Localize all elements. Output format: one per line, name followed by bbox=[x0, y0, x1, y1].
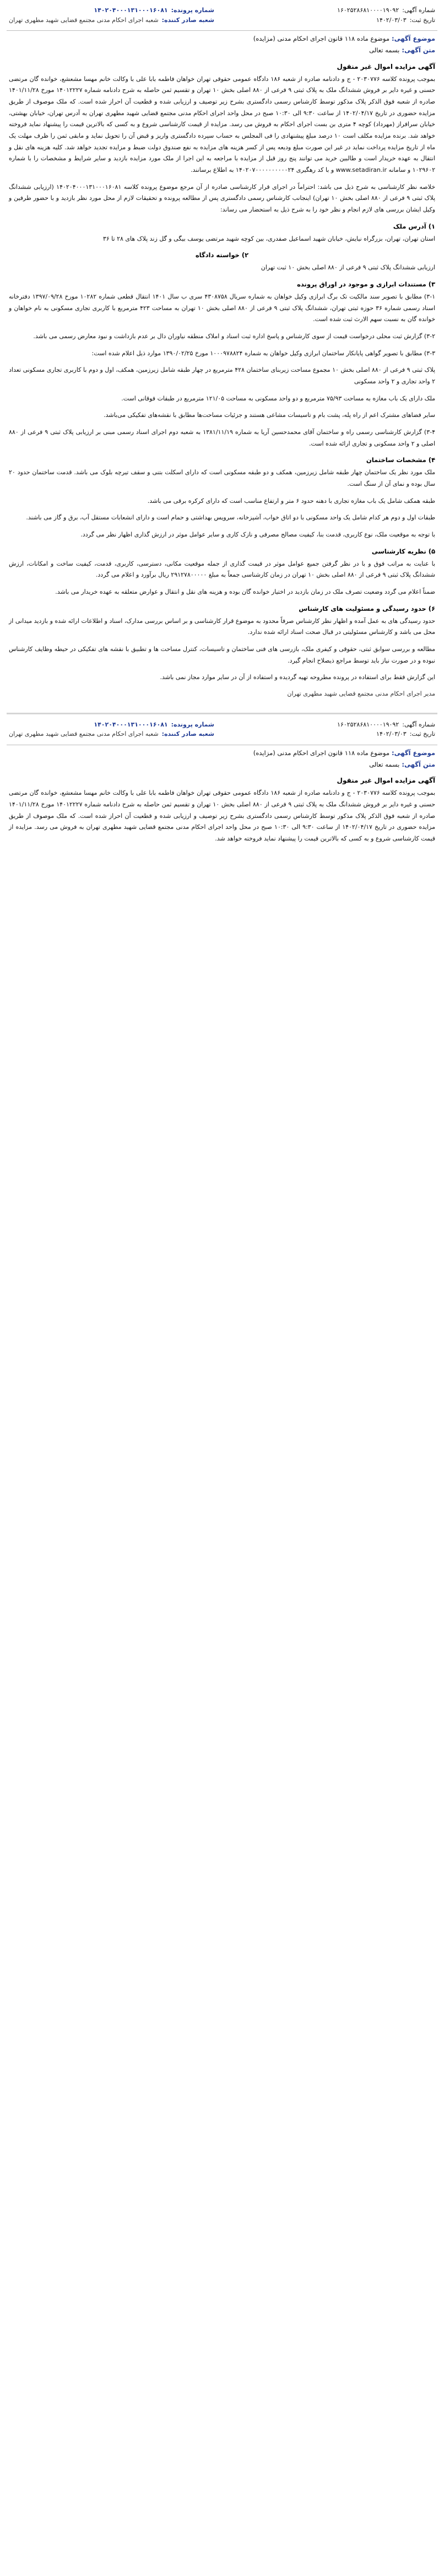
section-docs-p1: ۳-۱) مطابق با تصویر سند مالکیت تک برگ ابرازی وکیل خواهان به شماره سریال ۴۳۰۸۷۵۸ سری ب سال ۱۴۰۱ انتقال قطعی شماره ۱۰۲۸۲ مورخ ۱۳۹۷/۰۹/۲۸ دفترخانه اسناد رسمی شماره ۳۶ حوزه ثبتی تهران، ششدانگ پلاک ثبتی ۹ فرعی از ۸۸۰ اصلی بخش ۱۰ تهران به مساحت ۴۲۳ مترمربع با کاربری تجاری مسکونی به نام خواهان و خوانده گان به نسبت سهم الارث ثبت شده است. bbox=[9, 292, 436, 323]
ad-number-label: شماره آگهی: bbox=[402, 7, 435, 14]
branch-name-2: شعبه اجرای احکام مدنی مجتمع قضایی شهید مطهری تهران bbox=[9, 730, 159, 738]
branch-label-2: شعبه صادر کننده: bbox=[161, 730, 214, 738]
section-building-p4: با توجه به موقعیت ملک، نوع کاربری، قدمت بنا، کیفیت مصالح مصرفی و نازک کاری و سایر عوامل موثر در ارزش گذاری اظهار نظر می گردد. bbox=[80, 531, 435, 539]
branch-label: شعبه صادر کننده: bbox=[161, 16, 214, 24]
ad-number-2: ۱۶۰۲۵۲۸۶۸۱۰۰۰۰۱۹۰۹۲ bbox=[337, 720, 399, 728]
notice-header-2 bbox=[7, 715, 437, 745]
section-opinion-p1: با عنایت به مراتب فوق و با در نظر گرفتن جمیع عوامل موثر در قیمت گذاری از جمله موقعیت مکانی، دسترسی، کاربری، قدمت، کیفیت ساخت و امکانات، ارزش ششدانگ پلاک ثبتی ۹ فرعی از ۸۸۰ اصلی بخش ۱۰ تهران در زمان کارشناسی جمعاً به مبلغ ۲۹۱۲۷۸۰۰۰۰۰ ریال برآورد و اعلام می گردد. bbox=[9, 560, 435, 579]
section-scope-title: ۶) حدود رسیدگی و مسئولیت های کارشناس bbox=[299, 604, 435, 612]
header-right bbox=[337, 6, 435, 25]
section-opinion-title: ۵) نظریه کارشناسی bbox=[371, 547, 435, 555]
case-number-2: ۱۴۰۲۰۴۰۰۰۱۳۱۰۰۰۱۶۰۸۱ bbox=[94, 720, 168, 728]
section-docs-title: ۳) مستندات ابرازی و موجود در اوراق پرونده bbox=[297, 280, 435, 288]
ad-number-label-2: شماره آگهی: bbox=[402, 720, 435, 728]
section-request-title: ۲) خواسته دادگاه bbox=[195, 251, 249, 259]
branch-name: شعبه اجرای احکام مدنی مجتمع قضایی شهید مطهری تهران bbox=[9, 16, 159, 24]
section-opinion-p2: ضمناً اعلام می گردد وضعیت تصرف ملک در زمان بازدید در اختیار خوانده گان بوده و هزینه های نقل و انتقال و عوارض متعلقه به عهده خریدار می باشد. bbox=[55, 588, 435, 596]
intro-paragraph: بموجب پرونده کلاسه ۲۰۳۰۷۷۶ - ج و دادنامه صادره از شعبه ۱۸۶ دادگاه عمومی حقوقی تهران خواهان فاطمه بابا علی با وکالت خانم مهسا مشعشع، خوانده گان مرتضی حسنی و غیره دایر بر فروش ششدانگ ملک به پلاک ثبتی ۹ فرعی از ۸۸۰ اصلی بخش ۱۰ تهران و تقسیم ثمن حاصله به شرح دادنامه شماره ۱۴۰۱۲۲۲۷ مورخ ۱۴۰۱/۱۱/۲۸ صادره از شعبه فوق الذکر پلاک مذکور توسط کارشناس رسمی دادگستری بشرح زیر توصیف و ارزیابی شده و قطعیت آن احراز شده است. که ملک موصوف از طریق مزایده حضوری در تاریخ ۱۴۰۲/۰۴/۱۷ از ساعت ۹:۳۰ الی ۱۰:۳۰ صبح در محل واحد اجرای احکام مدنی مجتمع قضایی شهید مطهری تهران به آدرس تهران، خیابان بهشتی، خیابان سرافراز (مهرداد) کوچه ۴ متری بن بست اجرای احکام به فروش می رسد. مزایده از قیمت کارشناسی شروع و به کسی که بالاترین قیمت را پیشنهاد نماید فروخته خواهد شد. برنده مزایده مکلف است ۱۰ درصد مبلغ پیشنهادی را فی المجلس به حساب سپرده دادگستری واریز و قبض آن را تحویل نماید و مابقی ثمن را ظرف مهلت یک ماه از تاریخ مزایده پرداخت نماید در غیر این صورت مبلغ ودیعه پس از کسر هزینه های مزایده به نفع صندوق دولت ضبط و مزایده تجدید خواهد شد. کلیه هزینه های نقل و انتقال به عهده خریدار است و طالبین خرید می توانند پنج روز قبل از مزایده با مراجعه به این اجرا از ملک مورد مزایده بازدید و سایر شرایط و مشخصات را با شماره ۱۰۲۹۶۰۲ و سامانه www.setadiran.ir و با کد رهگیری ۱۴۰۲۰۷۰۰۰۰۰۰۰۰۰۰۲۴ به اطلاع برسانند. bbox=[9, 75, 435, 173]
reg-date-label: تاریخ ثبت: bbox=[409, 16, 435, 24]
notice-block-2 bbox=[7, 714, 437, 845]
case-number-label-2: شماره پرونده: bbox=[171, 720, 214, 728]
body-label: متن آگهی: bbox=[402, 46, 435, 54]
section-building-p3: طبقات اول و دوم هر کدام شامل یک واحد مسکونی با دو اتاق خواب، آشپزخانه، سرویس بهداشتی و حمام است و دارای انشعابات مستقل آب، برق و گاز می باشند. bbox=[26, 514, 435, 522]
section-building-p2: طبقه همکف شامل یک باب مغازه تجاری با دهنه حدود ۶ متر و ارتفاع مناسب است که دارای کرکره برقی می باشد. bbox=[147, 497, 435, 505]
reg-date-label-2: تاریخ ثبت: bbox=[409, 730, 435, 738]
section-docs-p3: ۳-۳) مطابق با تصویر گواهی پایانکار ساختمان ابرازی وکیل خواهان به شماره ۱۰۰۰۹۷۸۸۲۴ مورخ ۱۳۹۰/۰۲/۲۵ موارد ذیل اعلام شده است: bbox=[91, 349, 435, 357]
reg-date-2: ۱۴۰۲/۰۳/۰۳ bbox=[376, 730, 407, 738]
notice-title: آگهی مزایده اموال غیر منقول bbox=[337, 62, 435, 70]
section-scope-p3: این گزارش فقط برای استفاده در پرونده مطروحه تهیه گردیده و استفاده از آن در سایر موارد مجاز نمی باشد. bbox=[160, 674, 435, 681]
body-heading: بسمه تعالی bbox=[369, 46, 400, 54]
expert-intro-paragraph: خلاصه نظر کارشناسی به شرح ذیل می باشد: احتراماً در اجرای قرار کارشناسی صادره از آن مرجع موضوع پرونده کلاسه ۱۴۰۲۰۴۰۰۰۱۳۱۰۰۰۱۶۰۸۱ (ارزیابی ششدانگ پلاک ثبتی ۹ فرعی از ۸۸۰ اصلی بخش ۱۰ تهران) اینجانب کارشناس رسمی دادگستری پس از مطالعه پرونده و تحقیقات لازم از محل مورد نظر بازدید و با حضور طرفین و وکیل ایشان بررسی های لازم انجام و نظر خود را به شرح ذیل به استحضار می رساند: bbox=[9, 183, 436, 213]
subject: موضوع ماده ۱۱۸ قانون اجرای احکام مدنی (مزایده) bbox=[253, 35, 390, 43]
notice-meta-2 bbox=[7, 745, 437, 772]
case-number: ۱۴۰۲۰۴۰۰۰۱۳۱۰۰۰۱۶۰۸۱ bbox=[94, 7, 168, 14]
section-scope-p1: حدود رسیدگی های به عمل آمده و اظهار نظر کارشناس صرفاً محدود به موضوع قرار کارشناسی و بر اساس بررسی مدارک، اسناد و اطلاعات ارائه شده و بازدید میدانی از محل می باشد و کارشناس مسئولیتی در قبال صحت اسناد ارائه شده ندارد. bbox=[9, 617, 435, 636]
case-number-label: شماره پرونده: bbox=[171, 7, 214, 14]
reg-date: ۱۴۰۲/۰۳/۰۳ bbox=[376, 16, 407, 24]
section-docs-p4: ملک دارای یک باب مغازه به مساحت ۷۵/۹۳ مترمربع و دو واحد مسکونی به مساحت ۱۲۱/۰۵ مترمربع در طبقات فوقانی است. bbox=[121, 394, 435, 402]
subject-label-2: موضوع آگهی: bbox=[392, 749, 435, 757]
notice-header bbox=[7, 1, 437, 31]
section-address-text: استان تهران، تهران، بزرگراه نیایش، خیابان شهید اسماعیل صفدری، بین کوچه شهید مرتضی یوسف بیگی و گل زند پلاک های ۲۸ تا ۳۶ bbox=[102, 235, 435, 242]
body-heading-2: بسمه تعالی bbox=[369, 760, 400, 768]
footer-signature: مدیر اجرای احکام مدنی مجتمع قضایی شهید مطهری تهران bbox=[287, 690, 435, 698]
header-center-2 bbox=[9, 720, 214, 739]
section-request-text: ارزیابی ششدانگ پلاک ثبتی ۹ فرعی از ۸۸۰ اصلی بخش ۱۰ ثبت تهران bbox=[261, 264, 435, 272]
header-center bbox=[9, 6, 214, 25]
section-building-title: ۴) مشخصات ساختمان bbox=[366, 456, 435, 464]
section-address-title: ۱) آدرس ملک bbox=[393, 222, 435, 230]
subject-2: موضوع ماده ۱۱۸ قانون اجرای احکام مدنی (مزایده) bbox=[253, 749, 390, 757]
body-label-2: متن آگهی: bbox=[402, 760, 435, 768]
header-right-2 bbox=[337, 720, 435, 739]
section-docs-p5: سایر فضاهای مشترک اعم از راه پله، پشت بام و تاسیسات مشاعی هستند و جزئیات مساحت‌ها مطابق با نقشه‌های تفکیکی می‌باشد. bbox=[104, 411, 435, 419]
section-docs-p2: ۳-۲) گزارش ثبت محلی درخواست قیمت از سوی کارشناس و پاسخ اداره ثبت اسناد و املاک منطقه نیاوران دال بر عدم بازداشت و نبود معارض رسمی می باشد. bbox=[33, 332, 435, 340]
subject-label: موضوع آگهی: bbox=[392, 35, 435, 43]
notice-block-1 bbox=[7, 0, 437, 699]
section-docs-p6: ۳-۴) گزارش کارشناسی رسمی راه و ساختمان آقای محمدحسین آریا به شماره ۱۳۸۱/۱۱/۱۹ به شعبه دوم اجرای اسناد رسمی مبنی بر ارزیابی پلاک ثبتی ۹ فرعی از ۸۸۰ اصلی و ۲ واحد مسکونی و تجاری ارائه شده است. bbox=[9, 429, 436, 447]
ad-number: ۱۶۰۲۵۲۸۶۸۱۰۰۰۰۱۹۰۹۲ bbox=[337, 7, 399, 14]
intro-paragraph-2: بموجب پرونده کلاسه ۲۰۳۰۷۷۶ - ج و دادنامه صادره از شعبه ۱۸۶ دادگاه عمومی حقوقی تهران خواهان فاطمه بابا علی با وکالت خانم مهسا مشعشع، خوانده گان مرتضی حسنی و غیره دایر بر فروش ششدانگ ملک به پلاک ثبتی ۹ فرعی از ۸۸۰ اصلی بخش ۱۰ تهران و تقسیم ثمن حاصله به شرح دادنامه شماره ۱۴۰۱۲۲۲۷ مورخ ۱۴۰۱/۱۱/۲۸ صادره از شعبه فوق الذکر پلاک مذکور توسط کارشناس رسمی دادگستری بشرح زیر توصیف و ارزیابی شده و قطعیت آن احراز شده است. که ملک موصوف از طریق مزایده حضوری در تاریخ ۱۴۰۲/۰۴/۱۷ از ساعت ۹:۳۰ الی ۱۰:۳۰ صبح در محل واحد اجرای احکام مدنی مجتمع قضایی شهید مطهری تهران به فروش می رسد. مزایده از قیمت کارشناسی شروع و به کسی که بالاترین قیمت را پیشنهاد نماید فروخته خواهد شد. bbox=[9, 789, 435, 843]
notice-title-2: آگهی مزایده اموال غیر منقول bbox=[337, 777, 435, 785]
section-docs-list: پلاک ثبتی ۹ فرعی از ۸۸۰ اصلی بخش ۱۰ مجموع مساحت زیربنای ساختمان ۴۲۸ مترمربع در چهار طبقه شامل زیرزمین، همکف، اول و دوم با کاربری تجاری مسکونی تعداد ۲ واحد تجاری و ۲ واحد مسکونی bbox=[9, 366, 435, 385]
notice-meta bbox=[7, 31, 437, 58]
section-building-p1: ملک مورد نظر یک ساختمان چهار طبقه شامل زیرزمین، همکف و دو طبقه مسکونی است که دارای اسکلت بتنی و سقف تیرچه بلوک می باشد. قدمت ساختمان حدود ۲۰ سال بوده و نمای آن از سنگ است. bbox=[9, 469, 435, 488]
section-scope-p2: مطالعه و بررسی سوابق ثبتی، حقوقی و کیفری ملک، بازرسی های فنی ساختمان و تاسیسات، کنترل مساحت ها و تطبیق با نقشه های تفکیکی در حیطه وظایف کارشناس نبوده و در صورت نیاز باید توسط مراجع ذیصلاح انجام گیرد. bbox=[9, 646, 435, 664]
